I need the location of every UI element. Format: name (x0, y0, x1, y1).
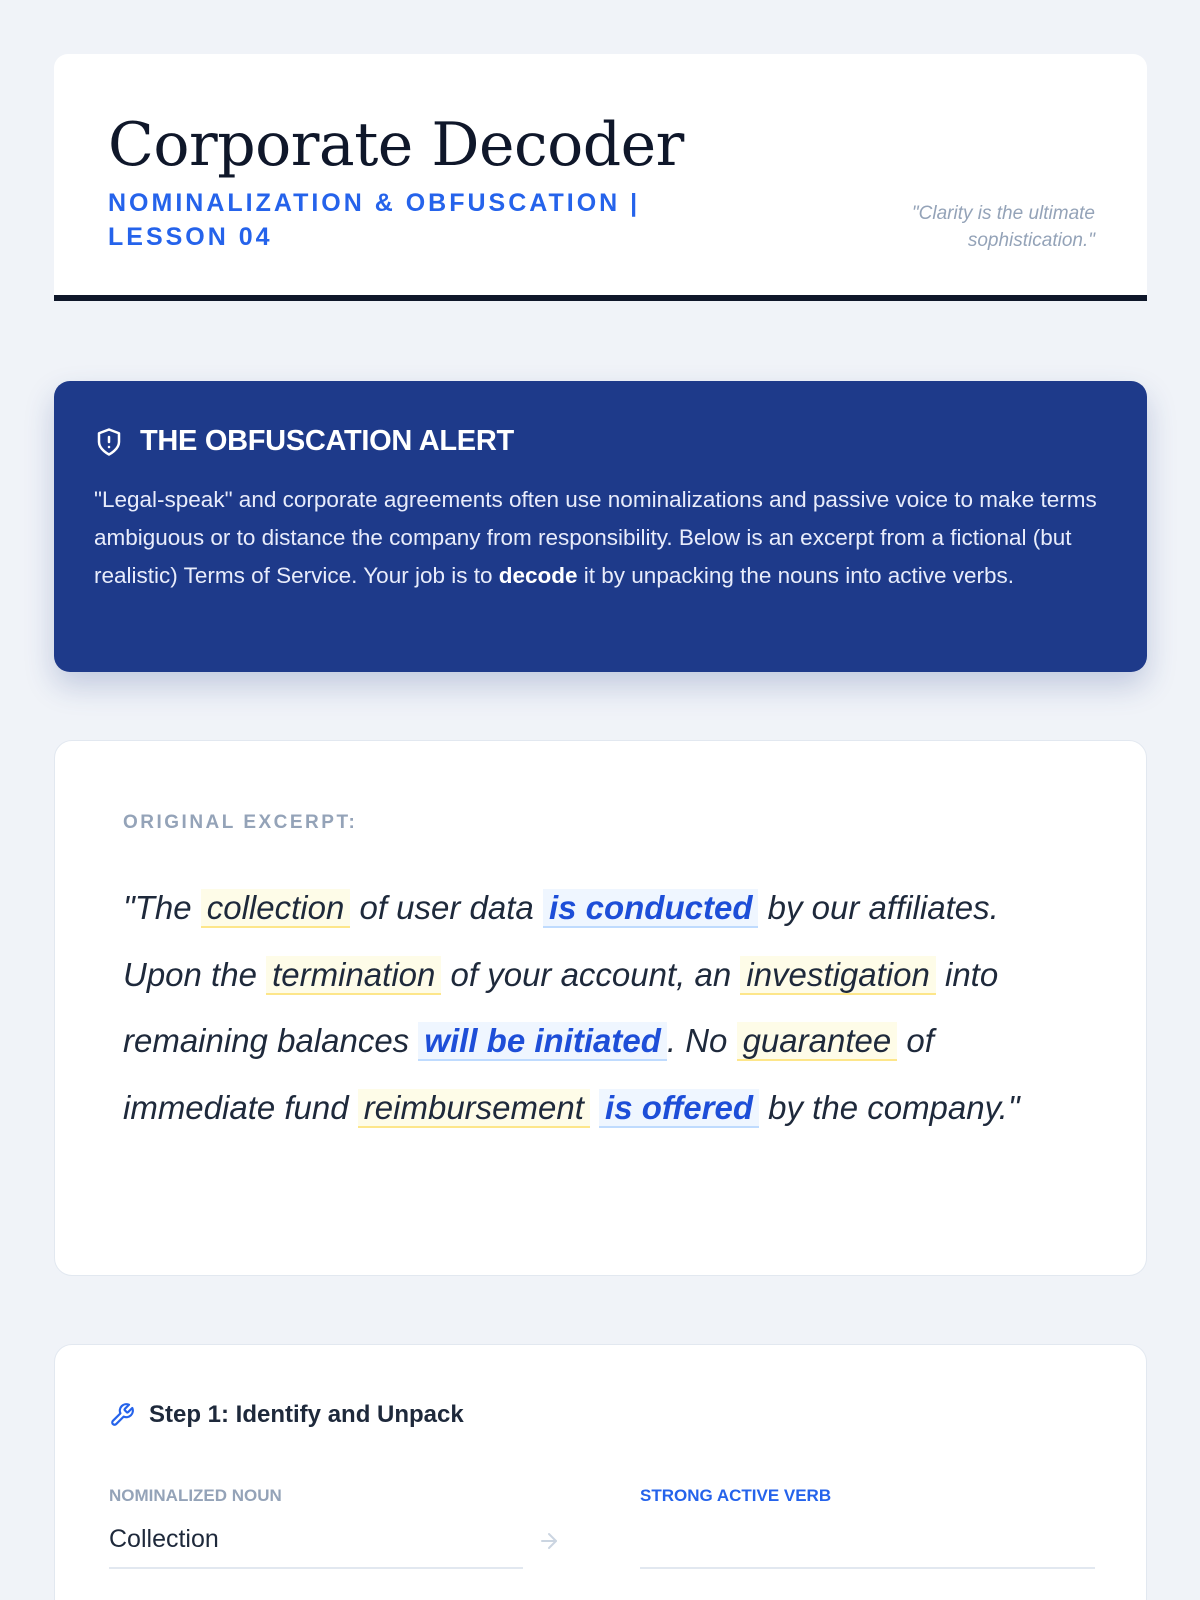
wrench-icon (109, 1402, 135, 1428)
alert-title: THE OBFUSCATION ALERT (140, 425, 514, 457)
alert-header (94, 425, 514, 458)
excerpt-card (54, 740, 1147, 1276)
excerpt-segment: into remaining balances (123, 955, 999, 1059)
alert-body-text: "Legal-speak" and corporate agreements often use nominalizations and passive voice to make terms ambiguous or to distance the company from responsibility. Below is an excerpt from a fictional (but realistic) Terms of Service. Your job is to (94, 487, 1097, 588)
excerpt-segment: "The (123, 889, 201, 926)
verb-field-label: STRONG ACTIVE VERB (640, 1486, 832, 1505)
excerpt-segment: by the company." (758, 1088, 1020, 1126)
excerpt-segment: . No (666, 1022, 737, 1059)
step-card (54, 1344, 1147, 1600)
alert-body-emphasis: decode (498, 563, 578, 588)
header-quote: "Clarity is the ultimate sophistication." (911, 203, 1095, 251)
alert-body-text-end: it by unpacking the nouns into active verbs. (577, 563, 1015, 588)
noun-field-label: NOMINALIZED NOUN (109, 1486, 282, 1505)
step-title: Step 1: Identify and Unpack (149, 1401, 464, 1428)
active-verb-input[interactable] (640, 1511, 1095, 1569)
passive-verb-highlight: will be initiated (418, 1022, 667, 1061)
excerpt-segment: by our affiliates. Upon the (123, 889, 999, 993)
excerpt-segment: of user data (350, 889, 543, 926)
excerpt-segment (590, 1089, 599, 1126)
lesson-subtitle: NOMINALIZATION & OBFUSCATION | LESSON 04 (108, 189, 641, 251)
arrow-right-icon (537, 1529, 561, 1553)
passive-verb-highlight: is conducted (543, 889, 759, 928)
nominalization-highlight: termination (266, 956, 441, 995)
excerpt-text (123, 875, 1083, 1141)
excerpt-segment: of immediate fund (123, 1022, 934, 1126)
shield-alert-icon (94, 426, 124, 458)
excerpt-segment: of your account, an (441, 955, 741, 993)
obfuscation-alert (54, 381, 1147, 672)
passive-verb-highlight: is offered (599, 1089, 759, 1128)
alert-body (94, 481, 1109, 595)
nominalization-highlight: reimbursement (358, 1089, 590, 1128)
nominalization-highlight: guarantee (737, 1022, 898, 1061)
nominalization-highlight: investigation (740, 956, 935, 995)
header-card (54, 54, 1147, 301)
page-title: Corporate Decoder (108, 110, 684, 180)
nominalization-highlight: collection (201, 889, 351, 928)
excerpt-label: ORIGINAL EXCERPT: (123, 812, 358, 833)
nominalized-noun-input[interactable] (109, 1511, 523, 1569)
step-header (109, 1401, 464, 1429)
